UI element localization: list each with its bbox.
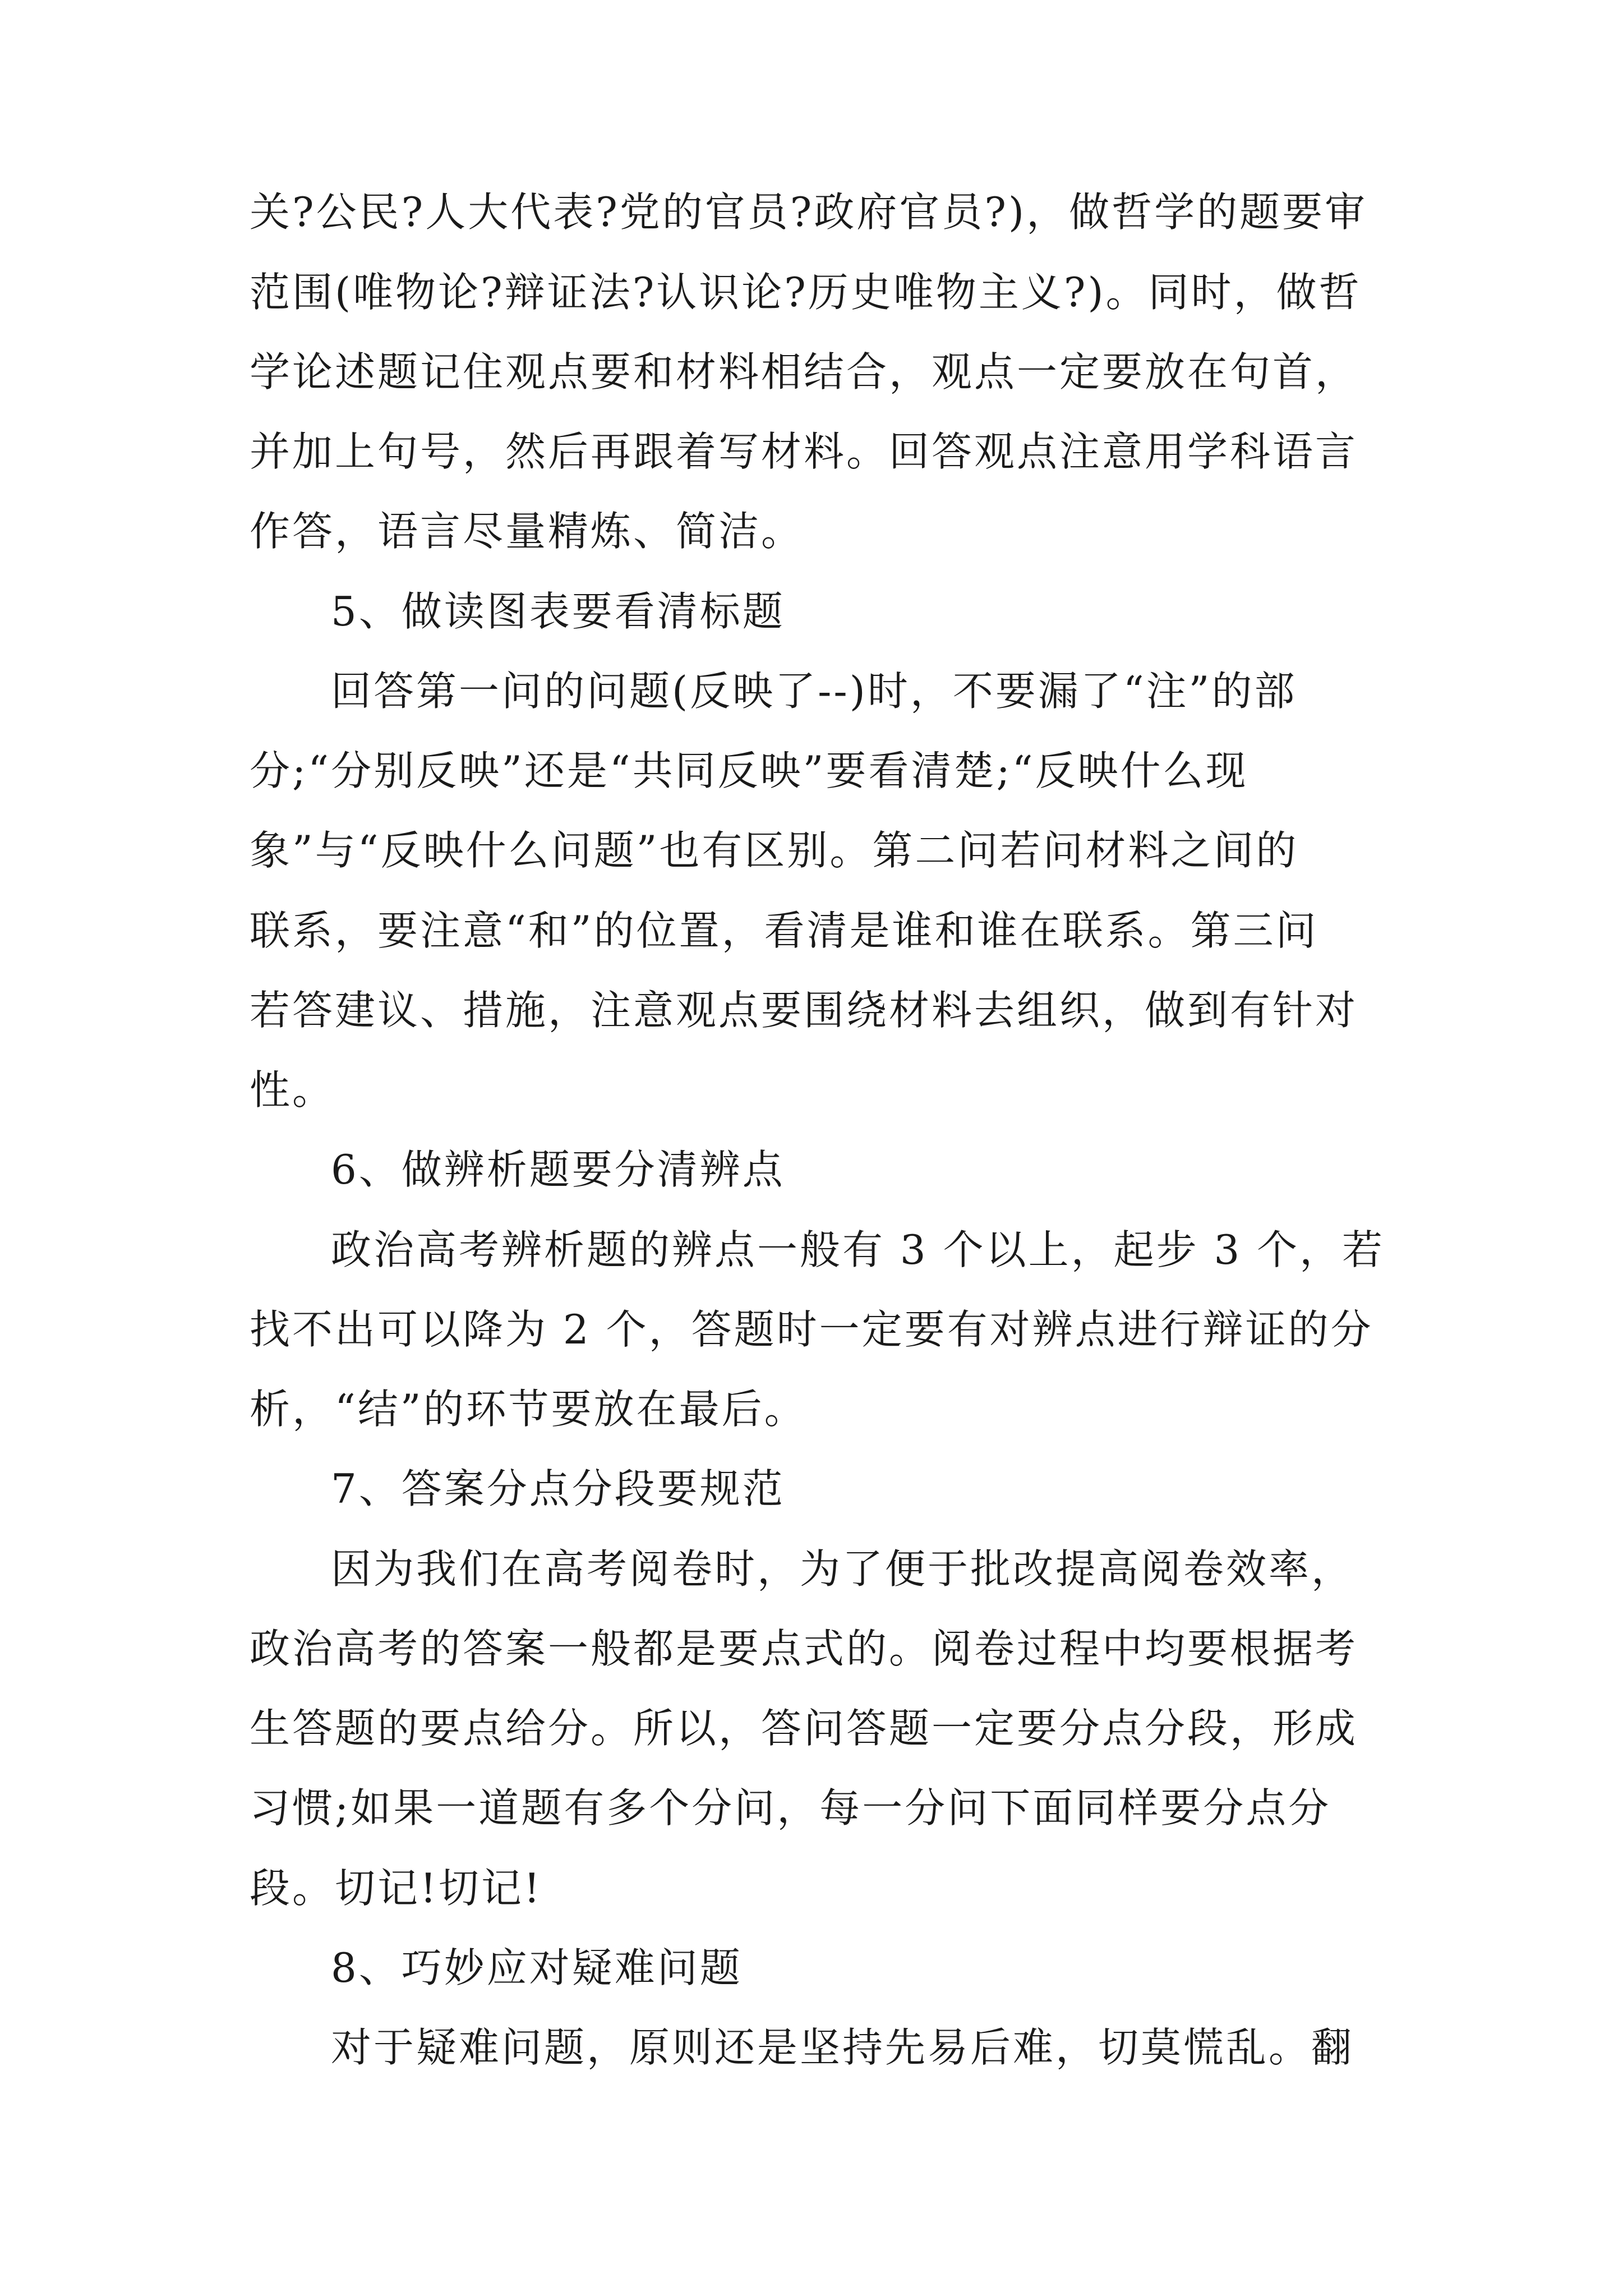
text-line: 象”与“反映什么问题”也有区别。第二问若问材料之间的 <box>250 827 1299 874</box>
section-heading: 6、做辨析题要分清辨点 <box>331 1146 785 1193</box>
text-line: 习惯;如果一道题有多个分问，每一分问下面同样要分点分 <box>250 1784 1331 1832</box>
section-heading: 8、巧妙应对疑难问题 <box>331 1944 743 1991</box>
text-line: 关?公民?人大代表?党的官员?政府官员?)，做哲学的题要审 <box>250 188 1368 236</box>
text-line: 找不出可以降为 2 个，答题时一定要有对辨点进行辩证的分 <box>250 1306 1373 1353</box>
text-line: 作答，语言尽量精炼、简洁。 <box>250 508 804 555</box>
text-line: 政治高考的答案一般都是要点式的。阅卷过程中均要根据考 <box>250 1625 1358 1672</box>
text-line: 并加上句号，然后再跟着写材料。回答观点注意用学科语言 <box>250 428 1358 475</box>
text-line: 回答第一问的问题(反映了--)时，不要漏了“注”的部 <box>331 668 1297 715</box>
text-line: 因为我们在高考阅卷时，为了便于批改提高阅卷效率， <box>331 1545 1354 1593</box>
text-line: 析，“结”的环节要放在最后。 <box>250 1386 807 1433</box>
text-line: 联系，要注意“和”的位置，看清是谁和谁在联系。第三问 <box>250 907 1318 954</box>
section-heading: 5、做读图表要看清标题 <box>331 588 785 635</box>
text-line: 生答题的要点给分。所以，答问答题一定要分点分段，形成 <box>250 1705 1358 1752</box>
text-line: 政治高考辨析题的辨点一般有 3 个以上，起步 3 个，若 <box>331 1226 1385 1273</box>
text-line: 段。切记!切记! <box>250 1865 542 1912</box>
text-line: 对于疑难问题，原则还是坚持先易后难，切莫慌乱。翻 <box>331 2024 1354 2071</box>
text-line: 若答建议、措施，注意观点要围绕材料去组织，做到有针对 <box>250 987 1358 1034</box>
section-heading: 7、答案分点分段要规范 <box>331 1465 785 1512</box>
text-line: 分;“分别反映”还是“共同反映”要看清楚;“反映什么现 <box>250 747 1248 794</box>
text-line: 范围(唯物论?辩证法?认识论?历史唯物主义?)。同时，做哲 <box>250 269 1362 316</box>
text-line: 性。 <box>250 1066 335 1114</box>
text-line: 学论述题记住观点要和材料相结合，观点一定要放在句首， <box>250 348 1358 395</box>
